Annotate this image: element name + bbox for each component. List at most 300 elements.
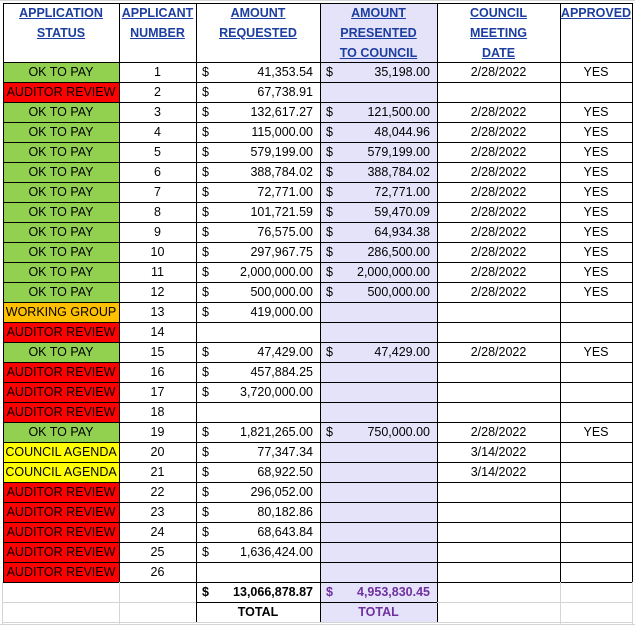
amount-requested-value: 132,617.27 — [250, 105, 313, 119]
approved-cell[interactable] — [560, 362, 632, 382]
approved-cell[interactable]: YES — [583, 125, 609, 139]
meeting-date-cell[interactable]: 2/28/2022 — [470, 285, 527, 299]
grid-line — [632, 582, 633, 624]
header-approved-label: APPROVED — [560, 6, 632, 20]
amount-requested-value: 1,636,424.00 — [240, 545, 313, 559]
applicant-number-cell[interactable]: 12 — [150, 285, 165, 299]
currency-symbol: $ — [202, 205, 209, 219]
meeting-date-cell[interactable]: 2/28/2022 — [470, 145, 527, 159]
amount-presented-cell[interactable] — [320, 422, 437, 442]
cell-border — [3, 302, 632, 303]
amount-requested-cell[interactable] — [196, 62, 320, 82]
total-presented-value: 4,953,830.45 — [357, 585, 430, 599]
cell-border — [3, 382, 632, 383]
total-presented-cell[interactable] — [320, 582, 437, 602]
amount-presented-value: 64,934.38 — [374, 225, 430, 239]
approved-cell[interactable] — [560, 562, 632, 582]
cell-border — [3, 222, 632, 223]
meeting-date-cell[interactable]: 2/28/2022 — [470, 165, 527, 179]
amount-presented-value: 47,429.00 — [374, 345, 430, 359]
status-cell[interactable]: OK TO PAY — [3, 422, 119, 442]
meeting-date-cell[interactable] — [437, 382, 560, 402]
cell-border — [3, 562, 632, 563]
meeting-date-cell[interactable]: 2/28/2022 — [470, 205, 527, 219]
amount-requested-cell[interactable] — [196, 302, 320, 322]
cell-border — [3, 82, 632, 83]
cell-border — [3, 162, 632, 163]
amount-presented-cell[interactable] — [320, 202, 437, 222]
amount-presented-value: 579,199.00 — [367, 145, 430, 159]
amount-requested-cell[interactable] — [196, 362, 320, 382]
amount-presented-cell[interactable] — [320, 462, 437, 482]
status-cell[interactable]: OK TO PAY — [3, 142, 119, 162]
amount-presented-cell[interactable] — [320, 282, 437, 302]
applicant-number-cell[interactable]: 10 — [150, 245, 165, 259]
applicant-number-cell[interactable]: 18 — [150, 405, 165, 419]
amount-requested-value: 2,000,000.00 — [240, 265, 313, 279]
applicant-number-cell[interactable]: 1 — [154, 65, 161, 79]
currency-symbol: $ — [202, 145, 209, 159]
grid-line — [560, 582, 561, 624]
applicant-number-cell[interactable]: 14 — [150, 325, 165, 339]
amount-requested-value: 101,721.59 — [250, 205, 313, 219]
currency-symbol: $ — [326, 265, 333, 279]
currency-symbol: $ — [202, 285, 209, 299]
cell-border — [196, 602, 437, 603]
cell-border — [3, 322, 632, 323]
currency-symbol: $ — [202, 545, 209, 559]
approved-cell[interactable] — [560, 542, 632, 562]
applicant-number-cell[interactable]: 7 — [154, 185, 161, 199]
currency-symbol: $ — [326, 125, 333, 139]
meeting-date-cell[interactable]: 2/28/2022 — [470, 225, 527, 239]
approved-cell[interactable]: YES — [583, 145, 609, 159]
grid-line — [0, 624, 635, 625]
applicant-number-cell[interactable]: 26 — [150, 565, 165, 579]
currency-symbol: $ — [326, 185, 333, 199]
status-cell[interactable]: AUDITOR REVIEW — [3, 382, 119, 402]
currency-symbol: $ — [202, 65, 209, 79]
amount-presented-cell[interactable] — [320, 62, 437, 82]
applicant-number-cell[interactable]: 6 — [154, 165, 161, 179]
amount-presented-cell[interactable] — [320, 442, 437, 462]
status-cell[interactable]: OK TO PAY — [3, 222, 119, 242]
amount-requested-cell[interactable] — [196, 142, 320, 162]
approved-cell[interactable]: YES — [583, 105, 609, 119]
cell-border — [3, 342, 632, 343]
amount-presented-cell[interactable] — [320, 542, 437, 562]
approved-cell[interactable] — [560, 482, 632, 502]
total-requested-label[interactable]: TOTAL — [237, 605, 279, 619]
grid-line — [2, 582, 3, 624]
amount-presented-cell[interactable] — [320, 322, 437, 342]
amount-requested-cell[interactable] — [196, 562, 320, 582]
applicant-number-cell[interactable]: 4 — [154, 125, 161, 139]
total-presented-label[interactable]: TOTAL — [320, 602, 437, 622]
applicant-number-cell[interactable]: 19 — [150, 425, 165, 439]
meeting-date-cell[interactable] — [437, 402, 560, 422]
cell-border — [3, 182, 632, 183]
approved-cell[interactable] — [560, 442, 632, 462]
total-requested-cell[interactable] — [196, 582, 320, 602]
currency-symbol: $ — [326, 105, 333, 119]
amount-requested-value: 47,429.00 — [257, 345, 313, 359]
amount-presented-cell[interactable] — [320, 302, 437, 322]
amount-presented-cell[interactable] — [320, 402, 437, 422]
status-cell[interactable]: OK TO PAY — [3, 162, 119, 182]
status-cell[interactable]: OK TO PAY — [3, 62, 119, 82]
header-applicant-number[interactable] — [119, 3, 196, 43]
currency-symbol: $ — [202, 525, 209, 539]
cell-border — [3, 102, 632, 103]
status-cell[interactable]: OK TO PAY — [3, 282, 119, 302]
meeting-date-cell[interactable]: 3/14/2022 — [470, 465, 527, 479]
status-cell[interactable]: AUDITOR REVIEW — [3, 82, 119, 102]
status-cell[interactable]: AUDITOR REVIEW — [3, 322, 119, 342]
cell-border — [3, 422, 632, 423]
approved-cell[interactable] — [560, 522, 632, 542]
status-cell[interactable]: AUDITOR REVIEW — [3, 502, 119, 522]
approved-cell[interactable]: YES — [583, 225, 609, 239]
amount-requested-value: 3,720,000.00 — [240, 385, 313, 399]
amount-requested-value: 68,922.50 — [257, 465, 313, 479]
applicant-number-cell[interactable]: 13 — [150, 305, 165, 319]
meeting-date-cell[interactable]: 3/14/2022 — [470, 445, 527, 459]
status-cell[interactable]: AUDITOR REVIEW — [3, 362, 119, 382]
cell-border — [3, 122, 632, 123]
amount-requested-value: 72,771.00 — [257, 185, 313, 199]
amount-presented-cell[interactable] — [320, 342, 437, 362]
applicant-number-cell[interactable]: 20 — [150, 445, 165, 459]
applicant-number-cell[interactable]: 16 — [150, 365, 165, 379]
currency-symbol: $ — [202, 305, 209, 319]
currency-symbol: $ — [326, 345, 333, 359]
cell-border — [119, 3, 120, 582]
amount-requested-cell[interactable] — [196, 102, 320, 122]
cell-border — [3, 482, 632, 483]
applicant-number-cell[interactable]: 2 — [154, 85, 161, 99]
cell-border — [3, 462, 632, 463]
approved-cell[interactable] — [560, 302, 632, 322]
cell-border — [3, 62, 632, 63]
amount-requested-value: 388,784.02 — [250, 165, 313, 179]
currency-symbol: $ — [202, 365, 209, 379]
amount-requested-cell[interactable] — [196, 442, 320, 462]
applicant-number-cell[interactable]: 17 — [150, 385, 165, 399]
header-approved[interactable] — [560, 3, 632, 23]
applicant-number-cell[interactable]: 23 — [150, 505, 165, 519]
currency-symbol: $ — [202, 125, 209, 139]
applicant-number-cell[interactable]: 11 — [151, 265, 164, 279]
amount-presented-cell[interactable] — [320, 222, 437, 242]
amount-requested-cell[interactable] — [196, 542, 320, 562]
meeting-date-cell[interactable]: 2/28/2022 — [470, 105, 527, 119]
amount-requested-value: 41,353.54 — [257, 65, 313, 79]
cell-border — [3, 3, 4, 582]
status-cell[interactable]: AUDITOR REVIEW — [3, 482, 119, 502]
grid-line — [437, 602, 632, 603]
applicant-number-cell[interactable]: 9 — [154, 225, 161, 239]
amount-requested-cell[interactable] — [196, 462, 320, 482]
amount-presented-value: 72,771.00 — [374, 185, 430, 199]
amount-requested-value: 500,000.00 — [250, 285, 313, 299]
header-meeting-line1: COUNCIL — [470, 6, 527, 20]
currency-symbol: $ — [202, 505, 209, 519]
amount-requested-value: 419,000.00 — [250, 305, 313, 319]
header-amount-presented[interactable] — [320, 3, 437, 62]
amount-requested-value: 115,000.00 — [251, 125, 313, 139]
meeting-date-cell[interactable]: 2/28/2022 — [470, 125, 527, 139]
total-requested-currency: $ — [202, 585, 209, 599]
approved-cell[interactable] — [560, 402, 632, 422]
amount-requested-cell[interactable] — [196, 482, 320, 502]
amount-presented-cell[interactable] — [320, 142, 437, 162]
total-presented-currency: $ — [326, 585, 333, 599]
amount-presented-value: 500,000.00 — [367, 285, 430, 299]
applicant-number-cell[interactable]: 3 — [154, 105, 161, 119]
amount-presented-cell[interactable] — [320, 262, 437, 282]
amount-requested-value: 297,967.75 — [250, 245, 313, 259]
amount-requested-cell[interactable] — [196, 242, 320, 262]
status-cell[interactable]: WORKING GROUP — [3, 302, 119, 322]
cell-border — [3, 522, 632, 523]
cell-border — [3, 3, 632, 4]
header-meeting-line3: DATE — [481, 46, 516, 60]
currency-symbol: $ — [202, 485, 209, 499]
header-status-line2: STATUS — [36, 26, 86, 40]
amount-presented-cell[interactable] — [320, 562, 437, 582]
amount-presented-cell[interactable] — [320, 82, 437, 102]
amount-requested-value: 296,052.00 — [250, 485, 313, 499]
grid-line — [3, 602, 196, 603]
cell-border — [196, 3, 197, 582]
cell-border — [196, 582, 197, 622]
status-cell[interactable]: OK TO PAY — [3, 122, 119, 142]
cell-border — [3, 282, 632, 283]
amount-requested-cell[interactable] — [196, 342, 320, 362]
meeting-date-cell[interactable] — [437, 542, 560, 562]
currency-symbol: $ — [202, 445, 209, 459]
meeting-date-cell[interactable] — [437, 302, 560, 322]
amount-presented-cell[interactable] — [320, 502, 437, 522]
amount-requested-value: 68,643.84 — [257, 525, 313, 539]
meeting-date-cell[interactable] — [437, 562, 560, 582]
approved-cell[interactable] — [560, 382, 632, 402]
meeting-date-cell[interactable]: 2/28/2022 — [470, 185, 527, 199]
header-presented-line3: TO COUNCIL — [339, 46, 418, 60]
applicant-number-cell[interactable]: 21 — [150, 465, 165, 479]
approved-cell[interactable] — [560, 82, 632, 102]
amount-presented-value: 2,000,000.00 — [357, 265, 430, 279]
meeting-date-cell[interactable]: 2/28/2022 — [470, 65, 527, 79]
amount-presented-value: 121,500.00 — [367, 105, 430, 119]
currency-symbol: $ — [326, 165, 333, 179]
approved-cell[interactable]: YES — [583, 185, 609, 199]
header-amount-requested[interactable] — [196, 3, 320, 43]
approved-cell[interactable]: YES — [583, 165, 609, 179]
currency-symbol: $ — [202, 425, 209, 439]
applicant-number-cell[interactable]: 25 — [150, 545, 165, 559]
amount-requested-value: 77,347.34 — [257, 445, 313, 459]
cell-border — [3, 262, 632, 263]
cell-border — [632, 3, 633, 582]
status-cell[interactable]: OK TO PAY — [3, 102, 119, 122]
approved-cell[interactable]: YES — [583, 205, 609, 219]
amount-requested-cell[interactable] — [196, 522, 320, 542]
header-requested-line1: AMOUNT — [230, 6, 286, 20]
cell-border — [3, 202, 632, 203]
amount-presented-cell[interactable] — [320, 362, 437, 382]
amount-presented-cell[interactable] — [320, 382, 437, 402]
status-cell[interactable]: AUDITOR REVIEW — [3, 522, 119, 542]
applicant-number-cell[interactable]: 24 — [150, 525, 165, 539]
approved-cell[interactable] — [560, 502, 632, 522]
currency-symbol: $ — [202, 265, 209, 279]
meeting-date-cell[interactable]: 2/28/2022 — [470, 245, 527, 259]
header-number-line2: NUMBER — [130, 26, 185, 40]
header-application-status[interactable] — [3, 3, 119, 43]
grid-line — [0, 0, 635, 1]
amount-requested-cell[interactable] — [196, 322, 320, 342]
currency-symbol: $ — [326, 245, 333, 259]
header-meeting-line2: MEETING — [470, 26, 527, 40]
currency-symbol: $ — [202, 85, 209, 99]
currency-symbol: $ — [326, 65, 333, 79]
cell-border — [3, 502, 632, 503]
meeting-date-cell[interactable] — [437, 82, 560, 102]
approved-cell[interactable]: YES — [583, 425, 609, 439]
grid-line — [3, 622, 632, 623]
meeting-date-cell[interactable]: 2/28/2022 — [470, 265, 527, 279]
amount-presented-value: 35,198.00 — [374, 65, 430, 79]
amount-requested-value: 579,199.00 — [250, 145, 313, 159]
status-cell[interactable]: AUDITOR REVIEW — [3, 562, 119, 582]
meeting-date-cell[interactable] — [437, 522, 560, 542]
meeting-date-cell[interactable]: 2/28/2022 — [470, 345, 527, 359]
currency-symbol: $ — [202, 245, 209, 259]
currency-symbol: $ — [202, 385, 209, 399]
currency-symbol: $ — [326, 425, 333, 439]
amount-presented-cell[interactable] — [320, 482, 437, 502]
currency-symbol: $ — [202, 165, 209, 179]
status-cell[interactable]: OK TO PAY — [3, 202, 119, 222]
amount-requested-value: 80,182.86 — [257, 505, 313, 519]
applicant-number-cell[interactable]: 22 — [150, 485, 165, 499]
cell-border — [320, 582, 321, 622]
amount-requested-cell[interactable] — [196, 402, 320, 422]
currency-symbol: $ — [326, 205, 333, 219]
status-cell[interactable]: AUDITOR REVIEW — [3, 402, 119, 422]
amount-presented-value: 750,000.00 — [367, 425, 430, 439]
amount-requested-cell[interactable] — [196, 382, 320, 402]
approved-cell[interactable]: YES — [583, 265, 609, 279]
cell-border — [320, 3, 321, 582]
currency-symbol: $ — [326, 225, 333, 239]
amount-requested-cell[interactable] — [196, 122, 320, 142]
currency-symbol: $ — [202, 185, 209, 199]
applicant-number-cell[interactable]: 8 — [154, 205, 161, 219]
currency-symbol: $ — [202, 225, 209, 239]
currency-symbol: $ — [326, 145, 333, 159]
meeting-date-cell[interactable] — [437, 362, 560, 382]
amount-presented-cell[interactable] — [320, 102, 437, 122]
status-cell[interactable]: OK TO PAY — [3, 342, 119, 362]
cell-border — [3, 242, 632, 243]
grid-line — [119, 582, 120, 624]
cell-border — [3, 402, 632, 403]
status-cell[interactable]: COUNCIL AGENDA — [3, 462, 119, 482]
status-cell[interactable]: COUNCIL AGENDA — [3, 442, 119, 462]
amount-presented-cell[interactable] — [320, 162, 437, 182]
amount-presented-cell[interactable] — [320, 182, 437, 202]
amount-requested-value: 1,821,265.00 — [240, 425, 313, 439]
amount-requested-cell[interactable] — [196, 182, 320, 202]
meeting-date-cell[interactable] — [437, 502, 560, 522]
amount-presented-value: 59,470.09 — [374, 205, 430, 219]
cell-border — [560, 3, 561, 582]
status-cell[interactable]: AUDITOR REVIEW — [3, 542, 119, 562]
amount-requested-cell[interactable] — [196, 82, 320, 102]
currency-symbol: $ — [202, 105, 209, 119]
approved-cell[interactable]: YES — [583, 345, 609, 359]
header-status-line1: APPLICATION — [19, 6, 103, 20]
header-requested-line2: REQUESTED — [219, 26, 297, 40]
status-cell[interactable]: OK TO PAY — [3, 242, 119, 262]
amount-presented-cell[interactable] — [320, 242, 437, 262]
header-presented-line2: PRESENTED — [340, 26, 417, 40]
currency-symbol: $ — [326, 285, 333, 299]
amount-presented-value: 48,044.96 — [374, 125, 430, 139]
applicant-number-cell[interactable]: 15 — [150, 345, 165, 359]
cell-border — [3, 362, 632, 363]
amount-requested-value: 67,738.91 — [257, 85, 313, 99]
amount-requested-value: 76,575.00 — [257, 225, 313, 239]
meeting-date-cell[interactable] — [437, 482, 560, 502]
applicant-number-cell[interactable]: 5 — [154, 145, 161, 159]
cell-border — [3, 542, 632, 543]
approved-cell[interactable]: YES — [583, 65, 609, 79]
approved-cell[interactable] — [560, 462, 632, 482]
amount-requested-cell[interactable] — [196, 422, 320, 442]
meeting-date-cell[interactable] — [437, 322, 560, 342]
approved-cell[interactable]: YES — [583, 245, 609, 259]
header-council-meeting-date[interactable] — [437, 3, 560, 62]
amount-requested-cell[interactable] — [196, 282, 320, 302]
cell-border — [3, 142, 632, 143]
amount-requested-cell[interactable] — [196, 262, 320, 282]
cell-border — [3, 442, 632, 443]
status-cell[interactable]: OK TO PAY — [3, 182, 119, 202]
header-number-line1: APPLICANT — [121, 6, 194, 20]
amount-presented-cell[interactable] — [320, 122, 437, 142]
approved-cell[interactable]: YES — [583, 285, 609, 299]
amount-requested-value: 457,884.25 — [250, 365, 313, 379]
amount-presented-cell[interactable] — [320, 522, 437, 542]
amount-presented-value: 286,500.00 — [367, 245, 430, 259]
amount-requested-cell[interactable] — [196, 502, 320, 522]
header-presented-line1: AMOUNT — [351, 6, 406, 20]
amount-requested-cell[interactable] — [196, 222, 320, 242]
amount-requested-cell[interactable] — [196, 202, 320, 222]
amount-requested-cell[interactable] — [196, 162, 320, 182]
meeting-date-cell[interactable]: 2/28/2022 — [470, 425, 527, 439]
amount-presented-value: 388,784.02 — [367, 165, 430, 179]
approved-cell[interactable] — [560, 322, 632, 342]
cell-border — [3, 582, 632, 583]
status-cell[interactable]: OK TO PAY — [3, 262, 119, 282]
currency-symbol: $ — [202, 465, 209, 479]
cell-border — [437, 3, 438, 582]
